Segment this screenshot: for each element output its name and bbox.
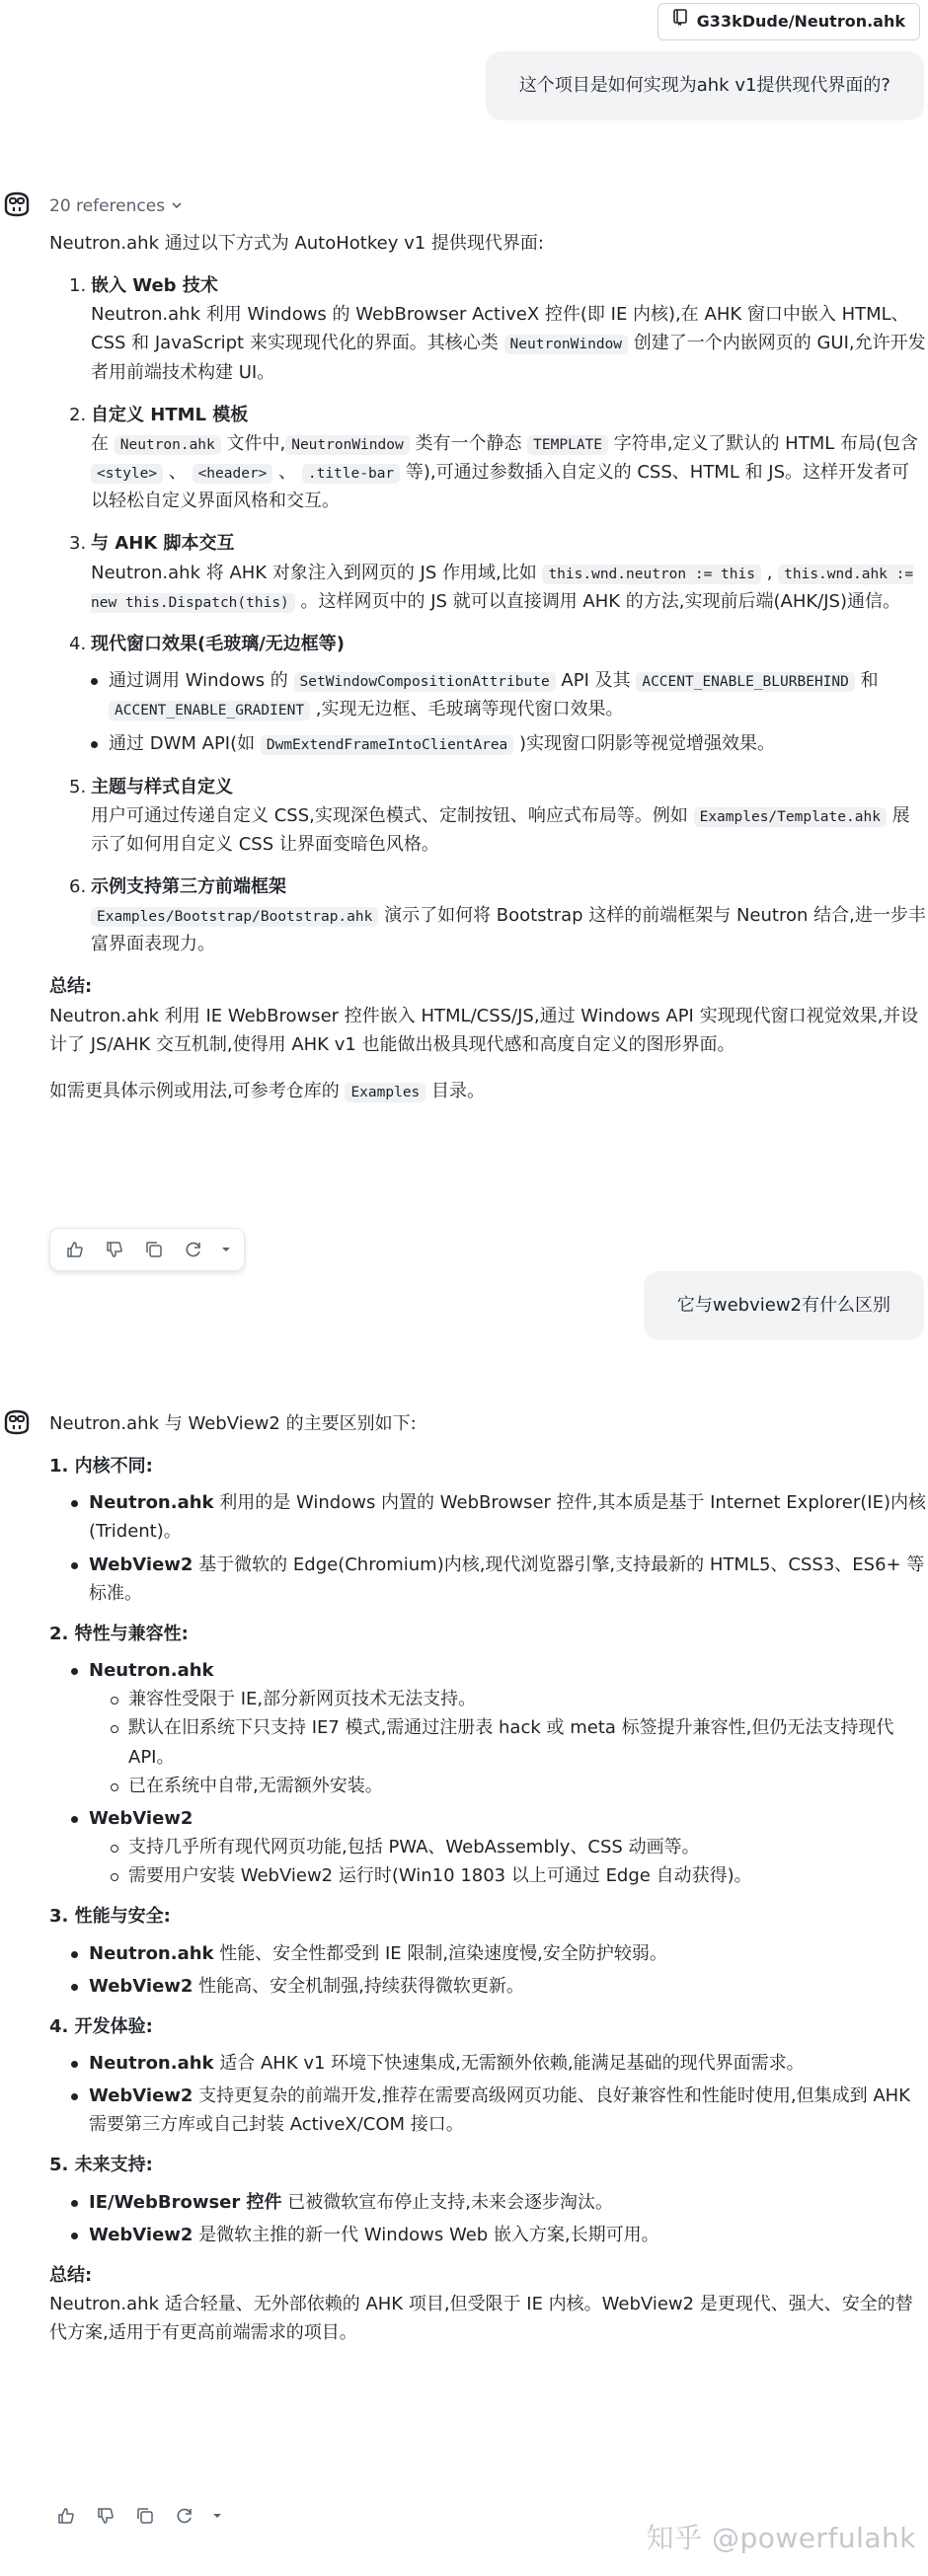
thumbs-up-icon[interactable]: [49, 2499, 83, 2533]
text-segment: 如需更具体示例或用法,可参考仓库的: [49, 1080, 346, 1101]
copilot-icon: [0, 1405, 34, 1439]
inline-code: SetWindowCompositionAttribute: [294, 672, 556, 692]
numbered-item: [49, 773, 926, 859]
list-item: [49, 1804, 926, 1890]
answer-1: [49, 229, 926, 1105]
section-title: 4. 开发体验:: [49, 2015, 153, 2037]
retry-icon[interactable]: [168, 2499, 201, 2533]
bullet-lead: Neutron.ahk: [89, 1492, 214, 1514]
section-title: 1. 内核不同:: [49, 1456, 153, 1477]
text-segment: 字符串,定义了默认的 HTML 布局(包含: [608, 432, 919, 454]
item-bullets: [69, 666, 926, 758]
text-segment: ,实现无边框、毛玻璃等现代窗口效果。: [310, 699, 624, 720]
inline-code: ACCENT_ENABLE_GRADIENT: [109, 701, 310, 720]
numbered-item: [49, 401, 926, 516]
numbered-item: [49, 529, 926, 615]
sub-bullets: [89, 1685, 926, 1800]
references-toggle[interactable]: [49, 193, 183, 221]
item-title: 现代窗口效果(毛玻璃/无边框等): [91, 633, 346, 654]
repo-chip[interactable]: [657, 3, 920, 40]
summary-title: 总结:: [49, 2264, 93, 2286]
item-heading: [69, 630, 926, 658]
text-segment: 。这样网页中的 JS 就可以直接调用 AHK 的方法,实现前后端(AHK/JS)通信。: [294, 590, 901, 612]
text-segment: 等),可通过参数插入自定义的 CSS、HTML 和 JS。这样开发者可以轻松自定义界面风格和交互。: [91, 462, 910, 512]
text-segment: 类有一个静态: [409, 432, 528, 454]
repo-chip-label: G33kDude/Neutron.ahk: [696, 12, 905, 32]
text-segment: API 及其: [555, 670, 637, 692]
repo-icon: [672, 9, 688, 35]
answer-intro: Neutron.ahk 通过以下方式为 AutoHotkey v1 提供现代界面:: [49, 233, 544, 254]
bullet-lead: WebView2: [89, 1553, 193, 1575]
text-segment: Neutron.ahk 将 AHK 对象注入到网页的 JS 作用域,比如: [91, 562, 543, 583]
watermark: 知乎 @powerfulahk: [646, 2521, 916, 2554]
item-body: [69, 559, 926, 616]
numbered-item: [49, 872, 926, 958]
bullet-lead: Neutron.ahk: [89, 1660, 214, 1682]
bullet-lead: Neutron.ahk: [89, 1942, 214, 1964]
text-segment: 目录。: [425, 1080, 486, 1101]
item-body: [69, 429, 926, 515]
answer-1-actions: [49, 1228, 245, 1271]
item-heading: [69, 872, 926, 901]
text-segment: 创建了一个内嵌网页的 GUI,允许开发者用前端技术构建 UI。: [91, 333, 926, 383]
caret-down-icon[interactable]: [216, 1233, 236, 1266]
copy-icon[interactable]: [128, 2499, 162, 2533]
sub-list-item: 需要用户安装 WebView2 运行时(Win10 1803 以上可通过 Edge 自动获得)。: [89, 1861, 926, 1890]
inline-code: this.wnd.ahk := new this.Dispatch(this): [91, 566, 914, 611]
bullet-lead: Neutron.ahk: [89, 2052, 214, 2074]
section-bullets: [49, 1488, 926, 1608]
sub-list-item: 默认在旧系统下只支持 IE7 模式,需通过注册表 hack 或 meta 标签提升兼容性,但仍无法支持现代 API。: [89, 1713, 926, 1771]
section: [49, 1902, 926, 2000]
item-number: 6.: [69, 875, 87, 897]
numbered-item: [49, 271, 926, 387]
sub-list-item: 兼容性受限于 IE,部分新网页技术无法支持。: [89, 1685, 926, 1713]
item-body: [69, 300, 926, 386]
section: [49, 1620, 926, 1890]
thumbs-up-icon[interactable]: [58, 1233, 92, 1266]
bullet-lead: WebView2: [89, 1807, 193, 1829]
item-heading: [69, 271, 926, 300]
list-item: [49, 1939, 926, 1968]
sub-list-item: 支持几乎所有现代网页功能,包括 PWA、WebAssembly、CSS 动画等。: [89, 1833, 926, 1861]
summary-text: Neutron.ahk 利用 IE WebBrowser 控件嵌入 HTML/CSS/JS,通过 Windows API 实现现代窗口视觉效果,并设计了 JS/AHK 交互机制,使得用 AHK v1 也能做出极具现代感和高度自定义的图形界面。: [49, 1005, 919, 1055]
item-number: 2.: [69, 404, 87, 425]
section-bullets: [49, 2049, 926, 2139]
references-label: 20 references: [49, 196, 166, 216]
inline-code: TEMPLATE: [527, 435, 608, 455]
chevron-down-icon: [171, 193, 183, 221]
item-heading: [69, 401, 926, 429]
item-number: 1.: [69, 275, 87, 297]
inline-code: DwmExtendFrameIntoClientArea: [261, 735, 513, 755]
answer-2: [49, 1409, 926, 2347]
item-title: 嵌入 Web 技术: [91, 275, 218, 297]
inline-code: NeutronWindow: [504, 335, 629, 354]
list-item: [49, 2082, 926, 2139]
user-message-text: 它与webview2有什么区别: [676, 1295, 890, 1317]
item-title: 与 AHK 脚本交互: [91, 533, 235, 555]
item-heading: [69, 773, 926, 801]
inline-code: Examples/Template.ahk: [694, 807, 887, 827]
bullet-text: 性能高、安全机制强,持续获得微软更新。: [193, 1975, 524, 1997]
text-segment: 在: [91, 432, 115, 454]
item-number: 4.: [69, 633, 87, 654]
section: [49, 2151, 926, 2248]
bullet-text: 已被微软宣布停止支持,未来会逐步淘汰。: [281, 2191, 613, 2213]
summary-text: Neutron.ahk 适合轻量、无外部依赖的 AHK 项目,但受限于 IE 内核。WebView2 是更现代、强大、安全的替代方案,适用于有更高前端需求的项目。: [49, 2294, 913, 2344]
bullet-lead: WebView2: [89, 2224, 193, 2245]
answer-2-actions: [49, 2499, 227, 2533]
text-segment: )实现窗口阴影等视觉增强效果。: [513, 733, 776, 755]
copy-icon[interactable]: [137, 1233, 171, 1266]
item-body: [69, 801, 926, 859]
caret-down-icon[interactable]: [207, 2499, 227, 2533]
bullet-text: 基于微软的 Edge(Chromium)内核,现代浏览器引擎,支持最新的 HTML5、CSS3、ES6+ 等标准。: [89, 1553, 925, 1604]
section-title: 3. 性能与安全:: [49, 1906, 171, 1928]
thumbs-down-icon[interactable]: [89, 2499, 122, 2533]
item-body: [69, 901, 926, 958]
more-text: [49, 1077, 926, 1105]
text-segment: 和: [854, 670, 879, 692]
item-number: 5.: [69, 776, 87, 797]
section-title: 2. 特性与兼容性:: [49, 1623, 189, 1644]
list-item: [49, 1488, 926, 1546]
section-bullets: [49, 1939, 926, 2001]
bullet-text: 适合 AHK v1 环境下快速集成,无需额外依赖,能满足基础的现代界面需求。: [213, 2052, 805, 2074]
item-title: 主题与样式自定义: [91, 776, 233, 797]
inline-code: <style>: [91, 464, 163, 484]
section-title: 5. 未来支持:: [49, 2155, 153, 2176]
bullet-lead: IE/WebBrowser 控件: [89, 2191, 282, 2213]
retry-icon[interactable]: [177, 1233, 210, 1266]
item-title: 示例支持第三方前端框架: [91, 875, 286, 897]
bullet-text: 性能、安全性都受到 IE 限制,渲染速度慢,安全防护较弱。: [213, 1942, 667, 1964]
bullet-lead: WebView2: [89, 1975, 193, 1997]
copilot-icon: [0, 188, 34, 221]
list-item: [49, 2221, 926, 2249]
thumbs-down-icon[interactable]: [98, 1233, 131, 1266]
section: [49, 1452, 926, 1608]
inline-code: .title-bar: [302, 464, 400, 484]
inline-code: Neutron.ahk: [115, 435, 221, 455]
text-segment: 用户可通过传递自定义 CSS,实现深色模式、定制按钮、响应式布局等。例如: [91, 804, 694, 826]
text-segment: 展示了如何用自定义 CSS 让界面变暗色风格。: [91, 804, 910, 855]
item-heading: [69, 529, 926, 558]
inline-code: Examples: [345, 1083, 425, 1102]
inline-code: Examples/Bootstrap/Bootstrap.ahk: [91, 907, 378, 927]
text-segment: 演示了如何将 Bootstrap 这样的前端框架与 Neutron 结合,进一步丰富界面表现力。: [91, 905, 926, 955]
inline-code: this.wnd.neutron := this: [542, 565, 761, 584]
user-message-text: 这个项目是如何实现为ahk v1提供现代界面的?: [518, 75, 890, 97]
inline-code: <header>: [193, 464, 273, 484]
bullet-text: 利用的是 Windows 内置的 WebBrowser 控件,其本质是基于 Internet Explorer(IE)内核(Trident)。: [89, 1492, 926, 1543]
bullet-lead: WebView2: [89, 2085, 193, 2107]
user-message-2: [644, 1271, 924, 1340]
section-bullets: [49, 2188, 926, 2249]
list-item: [49, 1656, 926, 1800]
item-title: 自定义 HTML 模板: [91, 404, 249, 425]
list-item: [49, 1972, 926, 2001]
inline-code: NeutronWindow: [285, 435, 410, 455]
list-item: [49, 1551, 926, 1608]
sub-bullets: [89, 1833, 926, 1890]
list-item: [69, 729, 926, 758]
inline-code: ACCENT_ENABLE_BLURBEHIND: [636, 672, 855, 692]
summary-title: 总结:: [49, 976, 93, 998]
text-segment: 文件中,: [220, 432, 286, 454]
text-segment: 通过 DWM API(如: [109, 733, 261, 755]
bullet-text: 支持更复杂的前端开发,推荐在需要高级网页功能、良好兼容性和性能时使用,但集成到 AHK 需要第三方库或自己封装 ActiveX/COM 接口。: [89, 2085, 910, 2136]
text-segment: Neutron.ahk 利用 Windows 的 WebBrowser ActiveX 控件(即 IE 内核),在 AHK 窗口中嵌入 HTML、CSS 和 JavaScript 来实现现代化的界面。其核心类: [91, 304, 909, 354]
bullet-text: 是微软主推的新一代 Windows Web 嵌入方案,长期可用。: [193, 2224, 659, 2245]
section-bullets: [49, 1656, 926, 1890]
answer-intro: Neutron.ahk 与 WebView2 的主要区别如下:: [49, 1413, 417, 1434]
list-item: [69, 666, 926, 723]
item-number: 3.: [69, 533, 87, 555]
text-segment: 、: [163, 462, 193, 484]
user-message-1: [486, 51, 924, 120]
text-segment: ,: [760, 562, 779, 583]
list-item: [49, 2049, 926, 2078]
numbered-item: [49, 630, 926, 759]
text-segment: 、: [272, 462, 302, 484]
section: [49, 2012, 926, 2140]
text-segment: 通过调用 Windows 的: [109, 670, 294, 692]
list-item: [49, 2188, 926, 2217]
sub-list-item: 已在系统中自带,无需额外安装。: [89, 1772, 926, 1800]
